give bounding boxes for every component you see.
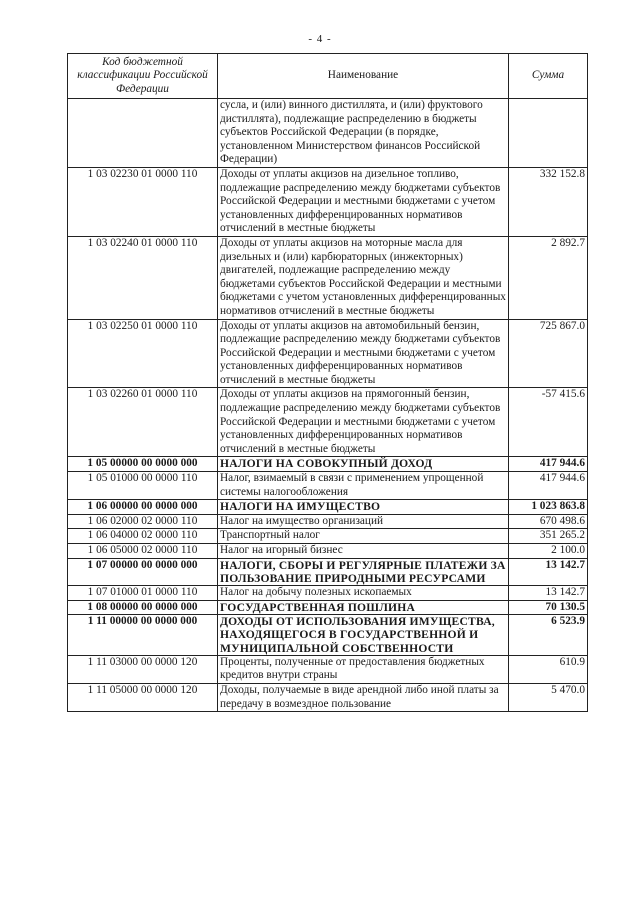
name-cell: Доходы от уплаты акцизов на прямогонный бензин, подлежащие распределению между бюджетами субъектов Российской Федерации и местными бюджетами с учетом установленных дифференцированных нормативов отчислений в местные бюджеты (218, 388, 509, 457)
code-cell: 1 06 02000 02 0000 110 (68, 514, 218, 529)
name-cell: Налог на добычу полезных ископаемых (218, 586, 509, 601)
sum-cell: 610.9 (509, 655, 588, 683)
name-cell: Налог, взимаемый в связи с применением упрощенной системы налогообложения (218, 472, 509, 500)
code-cell: 1 03 02240 01 0000 110 (68, 236, 218, 319)
table-row (68, 388, 588, 457)
code-cell: 1 03 02230 01 0000 110 (68, 167, 218, 236)
sum-cell: 725 867.0 (509, 319, 588, 388)
header-name: Наименование (218, 54, 509, 99)
table-header-row (68, 54, 588, 99)
code-cell: 1 11 05000 00 0000 120 (68, 683, 218, 711)
sum-cell (509, 99, 588, 168)
name-cell: Налог на игорный бизнес (218, 544, 509, 559)
sum-cell: 6 523.9 (509, 615, 588, 656)
code-cell: 1 11 00000 00 0000 000 (68, 615, 218, 656)
sum-cell: 417 944.6 (509, 472, 588, 500)
code-cell: 1 11 03000 00 0000 120 (68, 655, 218, 683)
code-cell: 1 08 00000 00 0000 000 (68, 600, 218, 615)
table-row (68, 99, 588, 168)
table-row (68, 655, 588, 683)
code-cell: 1 06 05000 02 0000 110 (68, 544, 218, 559)
code-cell: 1 03 02250 01 0000 110 (68, 319, 218, 388)
name-cell: ДОХОДЫ ОТ ИСПОЛЬЗОВАНИЯ ИМУЩЕСТВА, НАХОДЯЩЕГОСЯ В ГОСУДАРСТВЕННОЙ И МУНИЦИПАЛЬНОЙ СОБСТВЕННОСТИ (218, 615, 509, 656)
table-row (68, 615, 588, 656)
header-code: Код бюджетной классификации Российской Федерации (68, 54, 218, 99)
sum-cell: 2 892.7 (509, 236, 588, 319)
code-cell: 1 07 00000 00 0000 000 (68, 558, 218, 585)
table-row (68, 683, 588, 711)
name-cell: Налог на имущество организаций (218, 514, 509, 529)
table-row (68, 514, 588, 529)
name-cell: Доходы от уплаты акцизов на автомобильный бензин, подлежащие распределению между бюджетами субъектов Российской Федерации и местными бюджетами с учетом установленных дифференцированных нормативов отчислений в местные бюджеты (218, 319, 509, 388)
table-row (68, 319, 588, 388)
sum-cell: -57 415.6 (509, 388, 588, 457)
table-row (68, 457, 588, 472)
code-cell: 1 03 02260 01 0000 110 (68, 388, 218, 457)
name-cell: Проценты, полученные от предоставления бюджетных кредитов внутри страны (218, 655, 509, 683)
name-cell: Транспортный налог (218, 529, 509, 544)
name-cell: Доходы от уплаты акцизов на дизельное топливо, подлежащие распределению между бюджетами субъектов Российской Федерации и местными бюджетами с учетом установленных дифференцированных нормативов отчислений в местные бюджеты (218, 167, 509, 236)
table-row (68, 544, 588, 559)
code-cell: 1 05 00000 00 0000 000 (68, 457, 218, 472)
header-sum: Сумма (509, 54, 588, 99)
table-row (68, 586, 588, 601)
code-cell (68, 99, 218, 168)
name-cell: НАЛОГИ НА СОВОКУПНЫЙ ДОХОД (218, 457, 509, 472)
page-number: - 4 - (308, 33, 332, 45)
code-cell: 1 07 01000 01 0000 110 (68, 586, 218, 601)
name-cell: Доходы от уплаты акцизов на моторные масла для дизельных и (или) карбюраторных (инжекторных) двигателей, подлежащие распределению между бюджетами субъектов Российской Федерации и местными бюджетами с учетом установленных дифференцированных нормативов отчислений в местные бюджеты (218, 236, 509, 319)
sum-cell: 670 498.6 (509, 514, 588, 529)
sum-cell: 1 023 863.8 (509, 500, 588, 515)
table-row (68, 529, 588, 544)
code-cell: 1 05 01000 00 0000 110 (68, 472, 218, 500)
table-row (68, 500, 588, 515)
table-body (68, 99, 588, 712)
table-row (68, 167, 588, 236)
table-row (68, 472, 588, 500)
sum-cell: 417 944.6 (509, 457, 588, 472)
name-cell: НАЛОГИ, СБОРЫ И РЕГУЛЯРНЫЕ ПЛАТЕЖИ ЗА ПОЛЬЗОВАНИЕ ПРИРОДНЫМИ РЕСУРСАМИ (218, 558, 509, 585)
sum-cell: 2 100.0 (509, 544, 588, 559)
sum-cell: 351 265.2 (509, 529, 588, 544)
table-row (68, 600, 588, 615)
name-cell: ГОСУДАРСТВЕННАЯ ПОШЛИНА (218, 600, 509, 615)
name-cell: НАЛОГИ НА ИМУЩЕСТВО (218, 500, 509, 515)
name-cell: Доходы, получаемые в виде арендной либо иной платы за передачу в возмездное пользование (218, 683, 509, 711)
budget-revenue-table (67, 53, 588, 712)
sum-cell: 332 152.8 (509, 167, 588, 236)
table-row (68, 558, 588, 585)
name-cell: сусла, и (или) винного дистиллята, и (или) фруктового дистиллята), подлежащие распределению в бюджеты субъектов Российской Федерации (в порядке, установленном Министерством финансов Российской Федерации) (218, 99, 509, 168)
sum-cell: 13 142.7 (509, 586, 588, 601)
table-row (68, 236, 588, 319)
sum-cell: 5 470.0 (509, 683, 588, 711)
sum-cell: 70 130.5 (509, 600, 588, 615)
sum-cell: 13 142.7 (509, 558, 588, 585)
code-cell: 1 06 00000 00 0000 000 (68, 500, 218, 515)
code-cell: 1 06 04000 02 0000 110 (68, 529, 218, 544)
